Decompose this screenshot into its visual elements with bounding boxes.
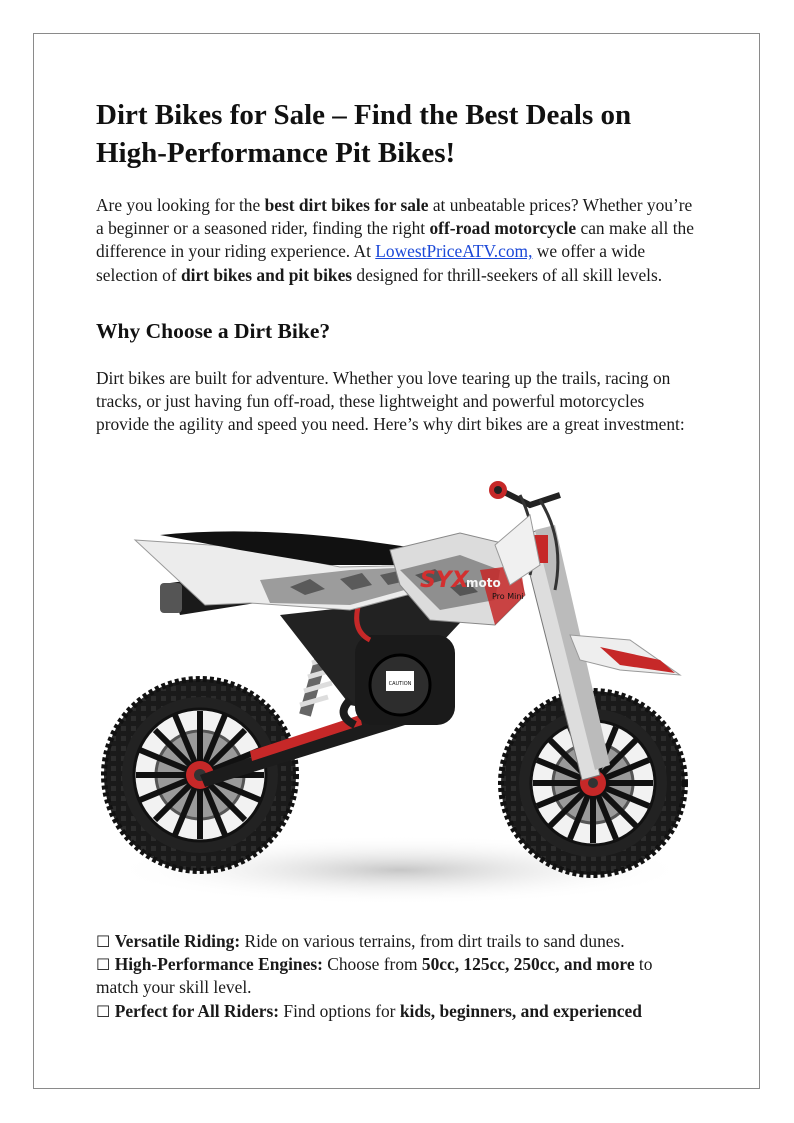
list-item xyxy=(96,953,696,999)
feature-label: High-Performance Engines: xyxy=(114,954,323,975)
intro-text-3: can make all the difference in your riding experience. At xyxy=(96,218,694,262)
intro-bold-1: best dirt bikes for sale xyxy=(264,195,429,215)
intro-text-2: at unbeatable prices? Whether you’re a beginner or a seasoned rider, finding the right xyxy=(96,195,693,239)
feature-bold: kids, beginners, and experienced xyxy=(399,1000,642,1021)
model-label: Pro Mini xyxy=(492,592,524,601)
intro-bold-2: off-road motorcycle xyxy=(429,218,577,239)
feature-text: Choose from xyxy=(322,954,422,975)
brand-logo: SYX xyxy=(420,568,469,593)
section-paragraph: Dirt bikes are built for adventure. Whether you love tearing up the trails, racing on tracks, or just having fun off-road, these lightweight and powerful motorcycles provide the agility and speed you need. Here’s why dirt bikes are a great investment: xyxy=(96,367,685,435)
section-heading: Why Choose a Dirt Bike? xyxy=(96,318,331,343)
feature-list xyxy=(96,930,696,1023)
checkbox-icon: ☐ xyxy=(96,932,111,951)
dirt-bike-image xyxy=(100,475,700,915)
intro-text-1: Are you looking for the xyxy=(96,195,265,215)
feature-tail: to match your skill level. xyxy=(96,954,653,998)
brand-sub-logo: moto xyxy=(466,576,501,590)
page-title: Dirt Bikes for Sale – Find the Best Deals on High-Performance Pit Bikes! xyxy=(96,99,632,169)
intro-bold-3: dirt bikes and pit bikes xyxy=(181,264,353,285)
checkbox-icon: ☐ xyxy=(96,955,111,975)
feature-bold: 50cc, 125cc, 250cc, and more xyxy=(421,954,635,975)
feature-text: Ride on various terrains, from dirt trails to sand dunes. xyxy=(240,931,625,951)
intro-text-4: we offer a wide selection of xyxy=(96,241,646,285)
intro-paragraph xyxy=(96,194,696,287)
article xyxy=(96,96,696,436)
caution-sticker: CAUTION xyxy=(388,681,412,687)
feature-text: Find options for xyxy=(279,1000,400,1021)
feature-label: Versatile Riding: xyxy=(114,931,241,951)
checkbox-icon: ☐ xyxy=(96,1001,111,1021)
site-link[interactable]: LowestPriceATV.com, xyxy=(375,241,533,262)
intro-text-5: designed for thrill-seekers of all skill levels. xyxy=(352,264,663,285)
feature-label: Perfect for All Riders: xyxy=(114,1000,280,1021)
list-item xyxy=(96,930,696,953)
list-item xyxy=(96,1000,696,1023)
